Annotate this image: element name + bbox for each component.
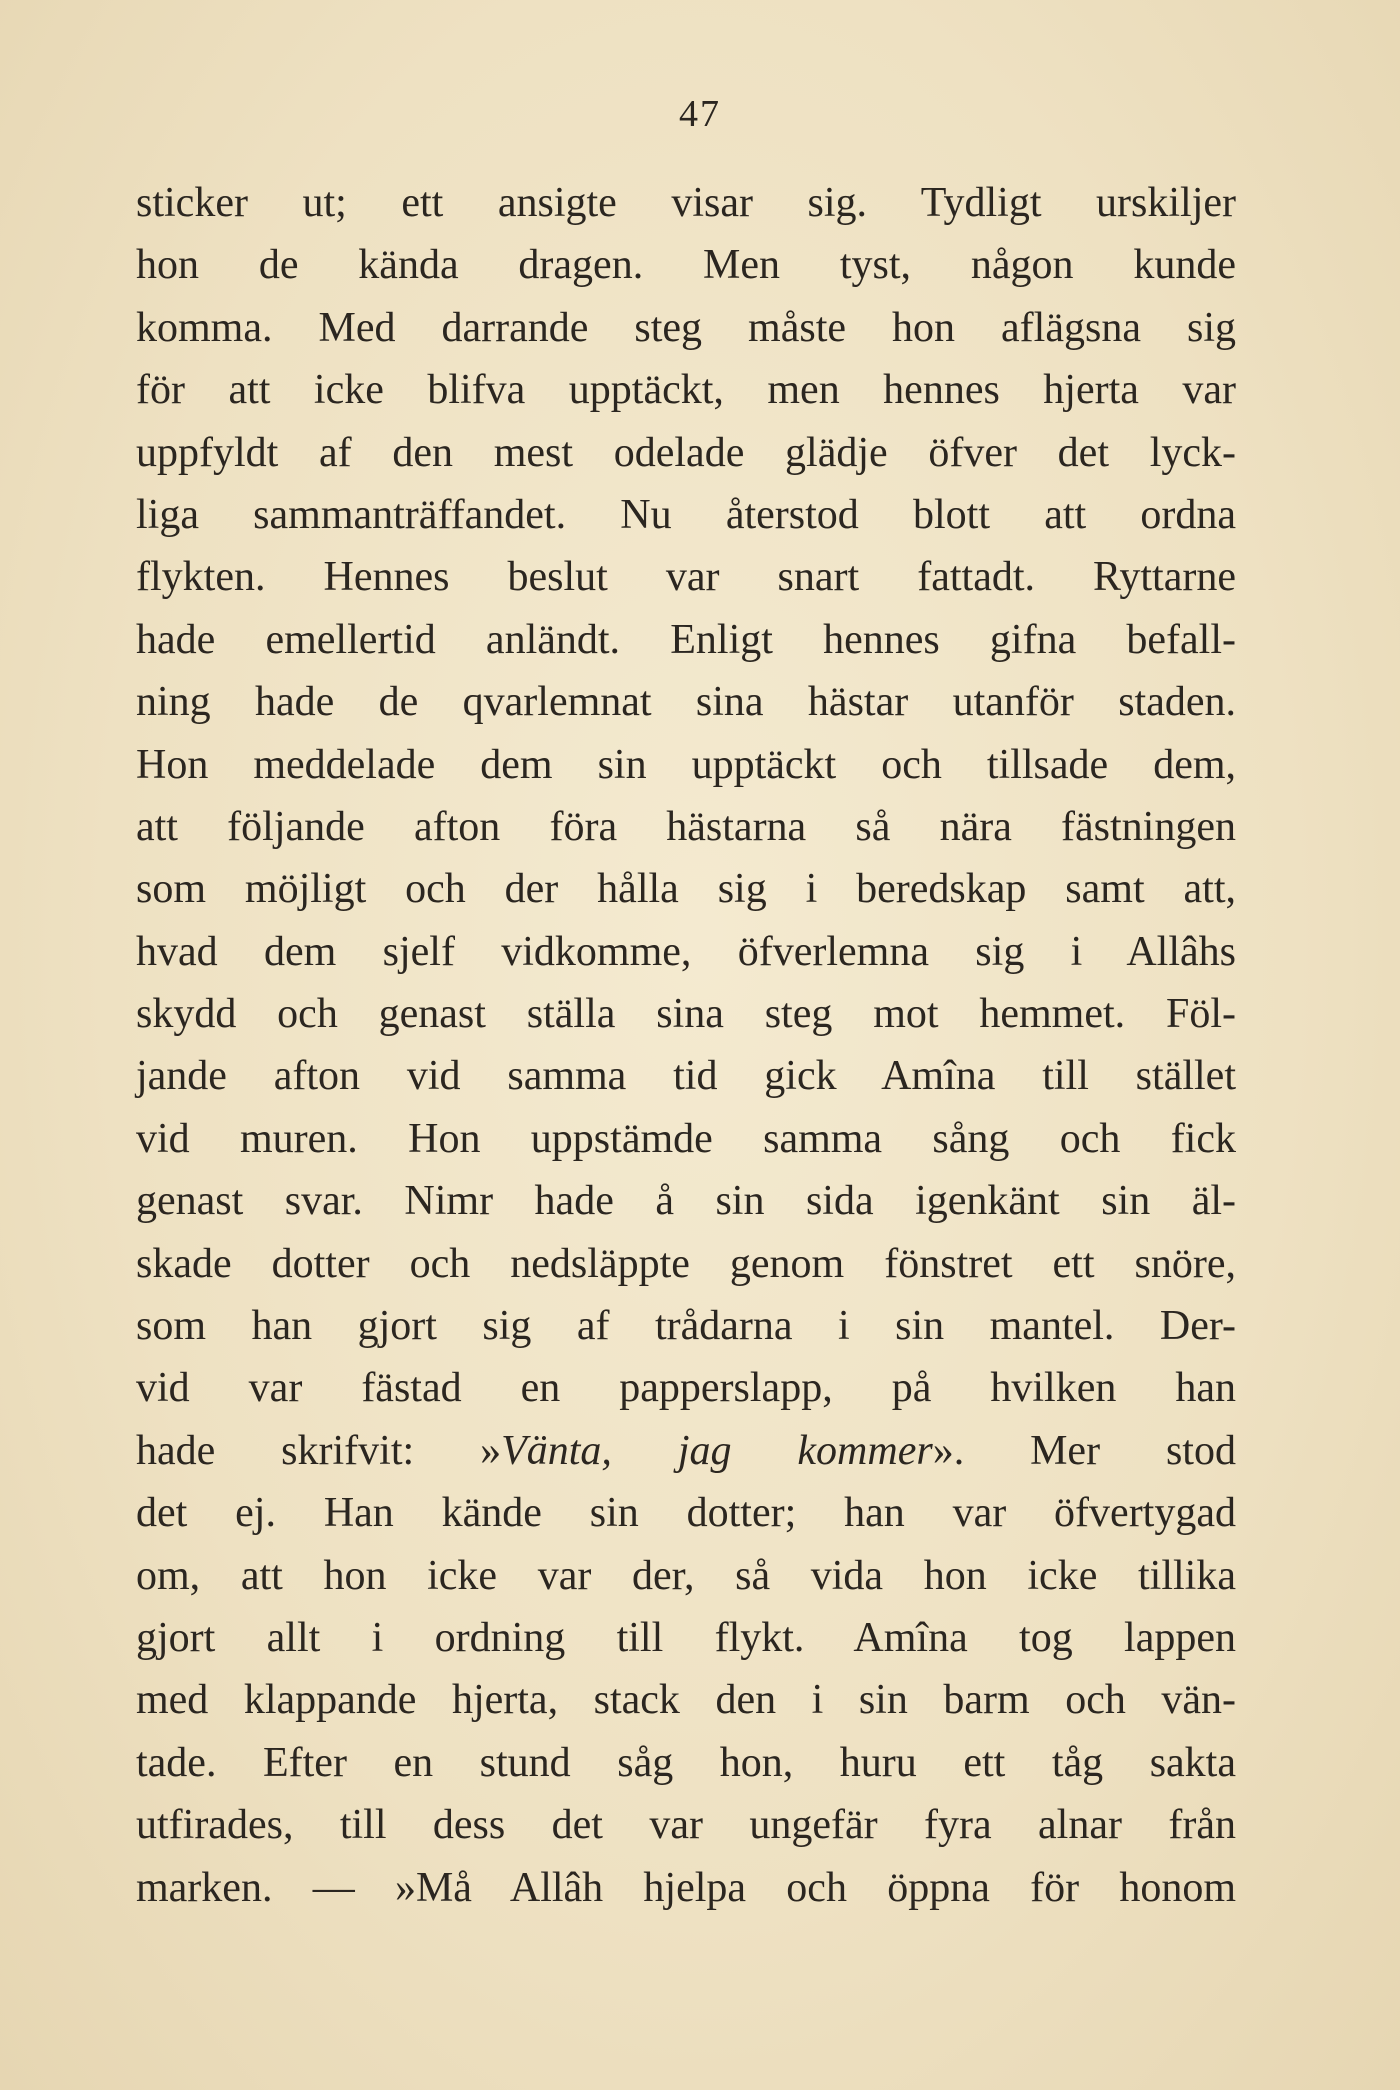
text-line: flykten. Hennes beslut var snart fattadt. Ryttarne (136, 554, 1236, 601)
text-line: marken. — »Må Allâh hjelpa och öppna för honom (136, 1864, 1236, 1911)
text-segment: hade skrifvit: » (136, 1427, 502, 1474)
text-line: uppfyldt af den mest odelade glädje öfver det lyck- (136, 429, 1236, 476)
text-line: sticker ut; ett ansigte visar sig. Tydligt urskiljer (136, 180, 1236, 226)
text-line: med klappande hjerta, stack den i sin barm och vän- (136, 1677, 1236, 1724)
text-line: komma. Med darrande steg måste hon aflägsna sig (136, 304, 1236, 351)
text-line: hon de kända dragen. Men tyst, någon kunde (136, 242, 1236, 289)
text-line: skade dotter och nedsläppte genom fönstret ett snöre, (136, 1240, 1236, 1287)
text-line: som möjligt och der hålla sig i beredskap samt att, (136, 866, 1236, 913)
text-line: om, att hon icke var der, så vida hon icke tillika (136, 1552, 1236, 1599)
text-line: liga sammanträffandet. Nu återstod blott att ordna (136, 491, 1236, 538)
text-line: utfirades, till dess det var ungefär fyra alnar från (136, 1802, 1236, 1849)
text-line: ning hade de qvarlemnat sina hästar utanför staden. (136, 679, 1236, 726)
text-line: för att icke blifva upptäckt, men hennes hjerta var (136, 367, 1236, 414)
text-line: jande afton vid samma tid gick Amîna till stället (136, 1053, 1236, 1100)
page-number: 47 (679, 93, 721, 135)
italic-quote: Vänta, jag kommer (501, 1427, 933, 1474)
text-line: tade. Efter en stund såg hon, huru ett tåg sakta (136, 1739, 1236, 1786)
text-line: att följande afton föra hästarna så nära fästningen (136, 803, 1236, 850)
text-line-with-italic (136, 1420, 1236, 1482)
text-line: som han gjort sig af trådarna i sin mantel. Der- (136, 1303, 1236, 1350)
text-line: vid var fästad en papperslapp, på hvilken han (136, 1365, 1236, 1412)
text-line: vid muren. Hon uppstämde samma sång och fick (136, 1115, 1236, 1162)
text-line: skydd och genast ställa sina steg mot hemmet. Föl- (136, 991, 1236, 1038)
text-line: gjort allt i ordning till flykt. Amîna tog lappen (136, 1614, 1236, 1661)
text-line: hvad dem sjelf vidkomme, öfverlemna sig i Allâhs (136, 928, 1236, 975)
text-segment: ». Mer stod (932, 1427, 1236, 1474)
text-line: Hon meddelade dem sin upptäckt och tillsade dem, (136, 741, 1236, 788)
text-line: hade emellertid anländt. Enligt hennes gifna befall- (136, 616, 1236, 663)
text-line: det ej. Han kände sin dotter; han var öfvertygad (136, 1490, 1236, 1537)
body-text (136, 172, 1236, 1919)
text-line: genast svar. Nimr hade å sin sida igenkänt sin äl- (136, 1178, 1236, 1225)
